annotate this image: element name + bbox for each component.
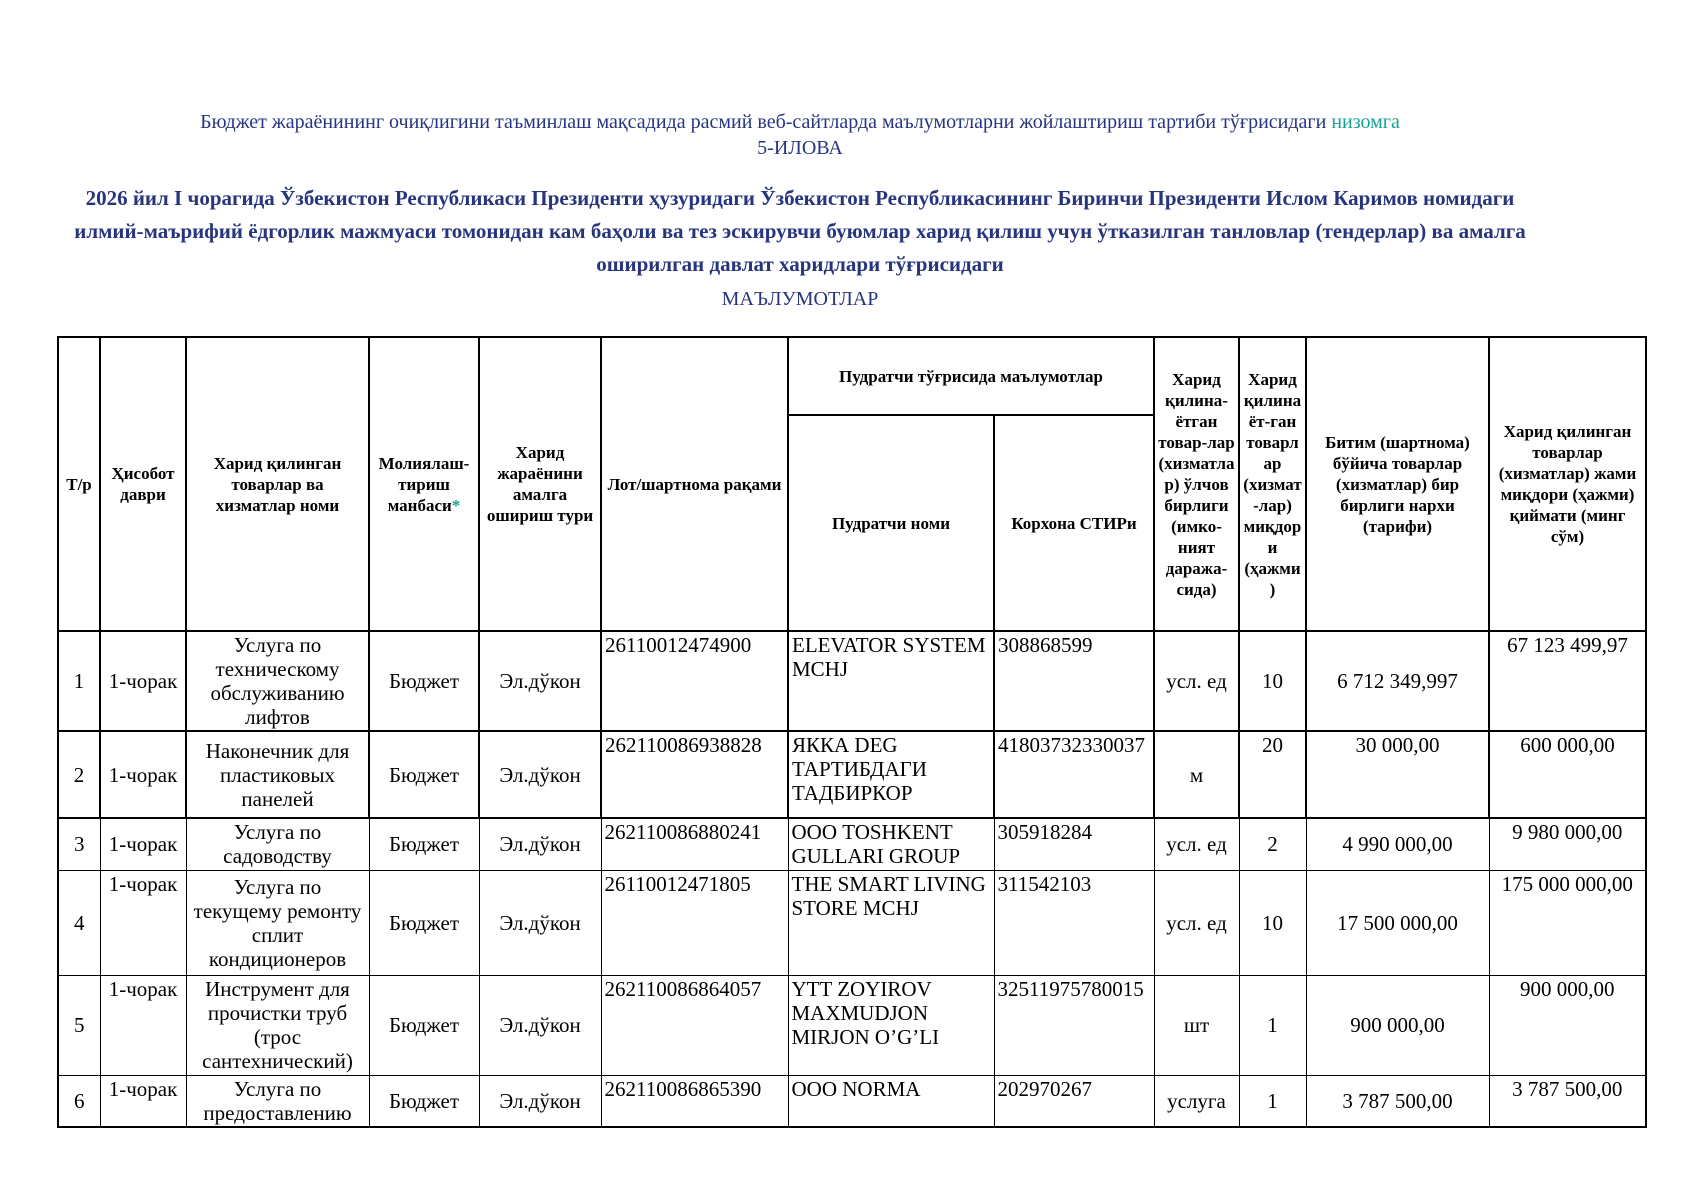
header-row-top bbox=[58, 337, 1646, 415]
cell-product: Услуга по предоставлению bbox=[186, 1075, 369, 1127]
cell-unit: услуга bbox=[1154, 1075, 1239, 1127]
col-header-price: Битим (шартнома) бўйича товарлар (хизматлар) бир бирлиги нархи (тарифи) bbox=[1306, 337, 1489, 631]
cell-price: 3 787 500,00 bbox=[1306, 1075, 1489, 1127]
cell-total: 600 000,00 bbox=[1489, 731, 1646, 818]
cell-price: 900 000,00 bbox=[1306, 975, 1489, 1075]
cell-period: 1-чорак bbox=[100, 1075, 186, 1127]
cell-lot: 262110086864057 bbox=[601, 975, 788, 1075]
cell-period: 1-чорак bbox=[100, 818, 186, 870]
cell-total: 3 787 500,00 bbox=[1489, 1075, 1646, 1127]
col-header-product: Харид қилинган товарлар ва хизматлар номи bbox=[186, 337, 369, 631]
cell-total: 900 000,00 bbox=[1489, 975, 1646, 1075]
cell-source: Бюджет bbox=[369, 631, 479, 731]
cell-qty: 20 bbox=[1239, 731, 1306, 818]
cell-method: Эл.дўкон bbox=[479, 818, 601, 870]
cell-lot: 262110086938828 bbox=[601, 731, 788, 818]
cell-qty: 2 bbox=[1239, 818, 1306, 870]
cell-unit: усл. ед bbox=[1154, 631, 1239, 731]
cell-source: Бюджет bbox=[369, 975, 479, 1075]
cell-stir: 32511975780015 bbox=[994, 975, 1154, 1075]
regulation-link[interactable]: низомга bbox=[1331, 111, 1400, 133]
procurement-table bbox=[57, 336, 1647, 1128]
subtitle-text: Бюджет жараёнининг очиқлигини таъминлаш мақсадида расмий веб-сайтларда маълумотларни жойлаштириш тартиби тўғрисидаги bbox=[200, 111, 1327, 133]
cell-total: 67 123 499,97 bbox=[1489, 631, 1646, 731]
cell-num: 1 bbox=[58, 631, 100, 731]
cell-qty: 10 bbox=[1239, 870, 1306, 975]
cell-stir: 311542103 bbox=[994, 870, 1154, 975]
data-heading: МАЪЛУМОТЛАР bbox=[721, 288, 879, 310]
col-header-num: Т/р bbox=[58, 337, 100, 631]
cell-num: 6 bbox=[58, 1075, 100, 1127]
table-row-5 bbox=[58, 975, 1646, 1075]
col-header-unit: Харид қилина-ётган товар-лар (хизматлар) ўлчов бирлиги (имко-ният даража-сида) bbox=[1154, 337, 1239, 631]
col-header-total: Харид қилинган товарлар (хизматлар) жами миқдори (ҳажми) қиймати (минг сўм) bbox=[1489, 337, 1646, 631]
col-header-stir: Корхона СТИРи bbox=[994, 415, 1154, 631]
cell-lot: 26110012471805 bbox=[601, 870, 788, 975]
cell-method: Эл.дўкон bbox=[479, 975, 601, 1075]
cell-period: 1-чорак bbox=[100, 731, 186, 818]
table-row-2 bbox=[58, 731, 1646, 818]
cell-method: Эл.дўкон bbox=[479, 731, 601, 818]
cell-contractor: THE SMART LIVING STORE MCHJ bbox=[788, 870, 994, 975]
cell-contractor: ООО TOSHKENT GULLARI GROUP bbox=[788, 818, 994, 870]
col-header-lot: Лот/шартнома рақами bbox=[601, 337, 788, 631]
cell-source: Бюджет bbox=[369, 870, 479, 975]
col-header-qty: Харид қилинаёт-ган товарлар (хизмат-лар) миқдори (ҳажми) bbox=[1239, 337, 1306, 631]
cell-stir: 202970267 bbox=[994, 1075, 1154, 1127]
cell-price: 30 000,00 bbox=[1306, 731, 1489, 818]
cell-unit: усл. ед bbox=[1154, 870, 1239, 975]
cell-source: Бюджет bbox=[369, 818, 479, 870]
cell-unit: усл. ед bbox=[1154, 818, 1239, 870]
cell-stir: 41803732330037 bbox=[994, 731, 1154, 818]
cell-total: 9 980 000,00 bbox=[1489, 818, 1646, 870]
table-row-4 bbox=[58, 870, 1646, 975]
cell-lot: 26110012474900 bbox=[601, 631, 788, 731]
cell-price: 17 500 000,00 bbox=[1306, 870, 1489, 975]
cell-unit: шт bbox=[1154, 975, 1239, 1075]
annex-label: 5-ИЛОВА bbox=[757, 137, 843, 159]
col-header-contractor-group: Пудратчи тўғрисида маълумотлар bbox=[788, 337, 1154, 415]
cell-product: Услуга по текущему ремонту сплит кондиционеров bbox=[186, 870, 369, 975]
cell-num: 2 bbox=[58, 731, 100, 818]
cell-stir: 308868599 bbox=[994, 631, 1154, 731]
cell-stir: 305918284 bbox=[994, 818, 1154, 870]
cell-product: Инструмент для прочистки труб (трос сантехнический) bbox=[186, 975, 369, 1075]
table-header bbox=[58, 337, 1646, 631]
cell-price: 4 990 000,00 bbox=[1306, 818, 1489, 870]
cell-qty: 1 bbox=[1239, 1075, 1306, 1127]
col-header-source bbox=[369, 337, 479, 631]
cell-unit: м bbox=[1154, 731, 1239, 818]
cell-product: Услуга по техническому обслуживанию лифтов bbox=[186, 631, 369, 731]
table-row-3 bbox=[58, 818, 1646, 870]
cell-product: Услуга по садоводству bbox=[186, 818, 369, 870]
cell-lot: 262110086865390 bbox=[601, 1075, 788, 1127]
cell-period: 1-чорак bbox=[100, 870, 186, 975]
table-row-1 bbox=[58, 631, 1646, 731]
col-header-method: Харид жараёнини амалга ошириш тури bbox=[479, 337, 601, 631]
cell-contractor: ЯККА DEG ТАРТИБДАГИ ТАДБИРКОР bbox=[788, 731, 994, 818]
cell-qty: 1 bbox=[1239, 975, 1306, 1075]
cell-method: Эл.дўкон bbox=[479, 1075, 601, 1127]
cell-num: 4 bbox=[58, 870, 100, 975]
cell-contractor: YTT ZOYIROV MAXMUDJON MIRJON O’G’LI bbox=[788, 975, 994, 1075]
footnote-asterisk: * bbox=[451, 495, 461, 515]
document-title: 2026 йил I чорагида Ўзбекистон Республикаси Президенти ҳузуридаги Ўзбекистон Республикасининг Биринчи Президенти Ислом Каримов номидаги илмий-маърифий ёдгорлик мажмуаси томонидан кам баҳоли ва тез эскирувчи буюмлар харид қилиш учун ўтказилган танловлар (тендерлар) ва амалга оширилган давлат харидлари тўғрисидаги bbox=[74, 186, 1526, 276]
cell-period: 1-чорак bbox=[100, 631, 186, 731]
cell-method: Эл.дўкон bbox=[479, 631, 601, 731]
document-header bbox=[55, 0, 1545, 311]
cell-num: 3 bbox=[58, 818, 100, 870]
cell-price: 6 712 349,997 bbox=[1306, 631, 1489, 731]
cell-period: 1-чорак bbox=[100, 975, 186, 1075]
cell-total: 175 000 000,00 bbox=[1489, 870, 1646, 975]
cell-contractor: ООО NORMA bbox=[788, 1075, 994, 1127]
cell-product: Наконечник для пластиковых панелей bbox=[186, 731, 369, 818]
cell-source: Бюджет bbox=[369, 731, 479, 818]
cell-contractor: ELEVATOR SYSTEM MCHJ bbox=[788, 631, 994, 731]
col-header-period: Ҳисобот даври bbox=[100, 337, 186, 631]
regulation-subtitle bbox=[55, 110, 1545, 135]
cell-num: 5 bbox=[58, 975, 100, 1075]
cell-lot: 262110086880241 bbox=[601, 818, 788, 870]
cell-method: Эл.дўкон bbox=[479, 870, 601, 975]
col-header-source-text: Молиялаш-тириш манбаси bbox=[378, 453, 470, 515]
table-row-6 bbox=[58, 1075, 1646, 1127]
cell-qty: 10 bbox=[1239, 631, 1306, 731]
col-header-contractor-name: Пудратчи номи bbox=[788, 415, 994, 631]
cell-source: Бюджет bbox=[369, 1075, 479, 1127]
